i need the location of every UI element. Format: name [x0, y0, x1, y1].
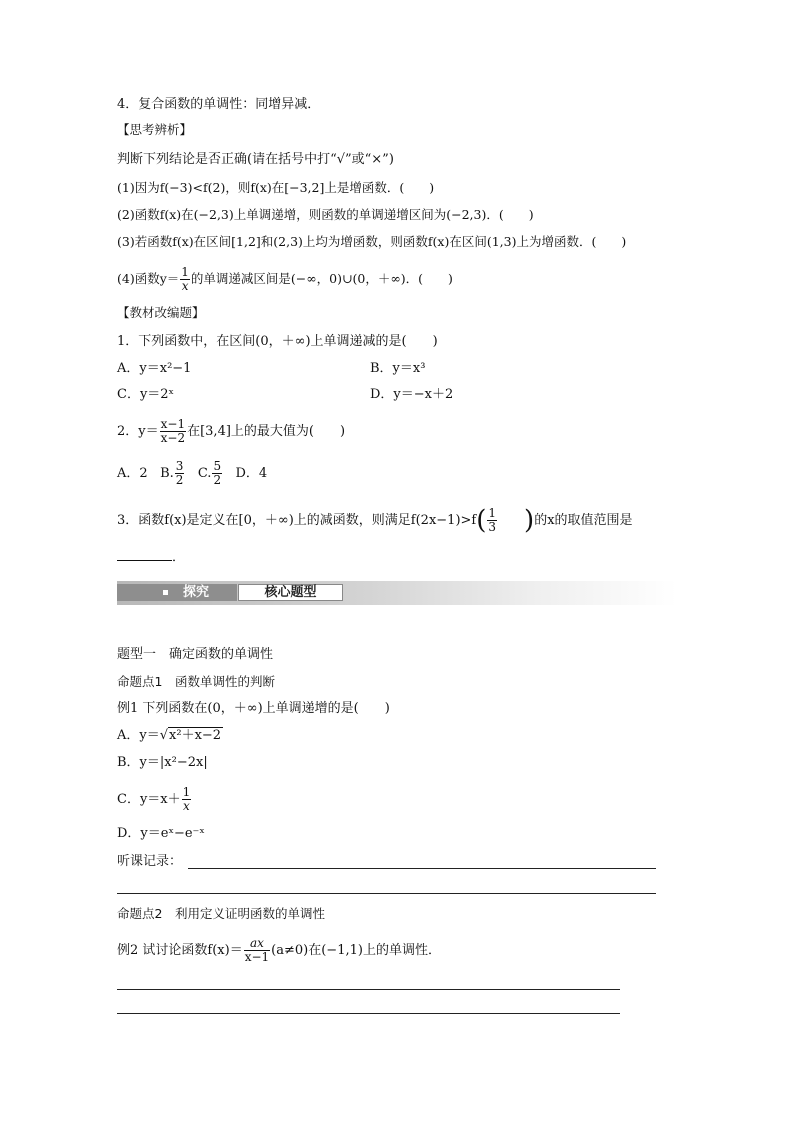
q2-fraction: $\frac{x-1}{x-2}$ [160, 417, 186, 445]
question-1: 1．下列函数中，在区间(0，＋∞)上单调递减的是( ) [117, 334, 438, 349]
q2-options [117, 460, 267, 487]
think-heading: 【思考辨析】 [117, 122, 193, 137]
ex1-option-b: B．y＝|x²−2x| [117, 755, 208, 770]
sqrt-icon: √ [159, 728, 169, 743]
answer-line-1[interactable] [117, 989, 620, 990]
q1-option-d: D．y＝−x＋2 [370, 387, 454, 402]
q2-option-d: D．4 [235, 466, 268, 481]
judge-item-2: (2)函数f(x)在(−2,3)上单调递增，则函数的单调递增区间为(−2,3)．( ) [117, 207, 534, 222]
answer-line-2[interactable] [117, 1013, 620, 1014]
example-1: 例1 下列函数在(0，＋∞)上单调递增的是( ) [117, 701, 390, 716]
q2-option-a: A．2 [117, 466, 148, 481]
question-2: 2．y＝ $\frac{x-1}{x-2}$ 在[3,4]上的最大值为( ) [117, 417, 346, 445]
ex1-option-d: D．y＝eˣ−e⁻ˣ [117, 826, 205, 841]
ex1-option-a: A．y＝√x²＋x−2 [117, 728, 222, 743]
q1-option-b: B．y＝x³ [370, 361, 426, 376]
q3-fraction: $\frac{1}{3}$ [488, 506, 497, 534]
fraction-1-over-x: $\frac{1}{x}$ [181, 265, 189, 293]
judge-item-4: (4)函数y＝ $\frac{1}{x}$ 的单调递减区间是(−∞，0)∪(0，＋∞)．( ) [117, 265, 453, 293]
textbook-heading: 【教材改编题】 [117, 305, 205, 320]
square-bullet-icon [163, 590, 168, 595]
point-1-heading: 命题点1 函数单调性的判断 [117, 674, 275, 689]
banner-core-types-tab: 核心题型 [238, 584, 343, 601]
point-2-heading: 命题点2 利用定义证明函数的单调性 [117, 906, 325, 921]
item-4-text: 4．复合函数的单调性：同增异减． [117, 97, 321, 112]
notes-label: 听课记录： [117, 854, 183, 869]
question-3: 3．函数f(x)是定义在[0，＋∞)上的减函数，则满足f(2x−1)>f( $\frac{1}{3}$ )的x的取值范围是 [117, 505, 633, 536]
judge-intro: 判断下列结论是否正确(请在括号中打“√”或“×”) [117, 152, 394, 167]
ex1-option-c: C．y＝x＋ $\frac{1}{x}$ [117, 785, 191, 813]
ex2-fraction: $\frac{ax}{x-1}$ [244, 936, 270, 964]
q1-option-c: C．y＝2ˣ [117, 387, 175, 402]
judge-item-1: (1)因为f(−3)<f(2)，则f(x)在[−3,2]上是增函数．( ) [117, 180, 435, 195]
q2-option-c: C. $\frac{5}{2}$ [197, 459, 222, 487]
judge-item-3: (3)若函数f(x)在区间[1,2]和(2,3)上均为增函数，则函数f(x)在区间(1,3)上为增函数．( ) [117, 234, 627, 249]
type-1-heading: 题型一 确定函数的单调性 [117, 647, 274, 662]
banner-explore-tab: 探究 [117, 584, 237, 601]
q1-option-a: A．y＝x²−1 [117, 361, 192, 376]
example-2: 例2 试讨论函数f(x)＝ $\frac{ax}{x-1}$ (a≠0)在(−1,1)上的单调性． [117, 936, 441, 964]
notes-line-2[interactable] [117, 893, 656, 894]
q3-answer-line[interactable]: ． [117, 548, 185, 567]
notes-line-1[interactable] [188, 868, 656, 869]
section-banner [117, 581, 677, 605]
q2-option-b: B. $\frac{3}{2}$ [160, 459, 184, 487]
